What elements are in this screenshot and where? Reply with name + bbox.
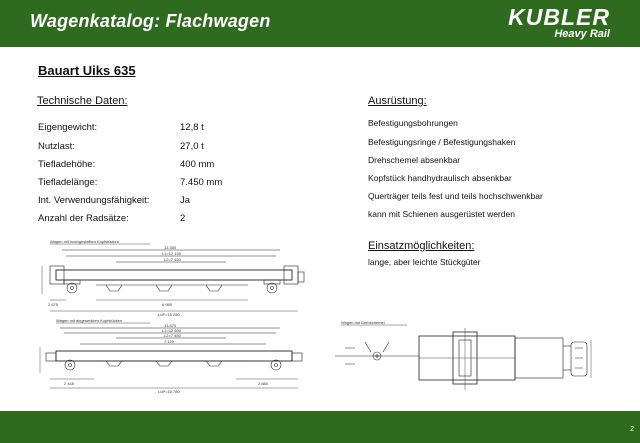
spec-label: Anzahl der Radsätze: bbox=[38, 213, 129, 224]
drawing-raised-headpieces bbox=[36, 236, 308, 318]
page-number: 2 bbox=[630, 426, 634, 433]
spec-value: 27,0 t bbox=[180, 141, 204, 152]
spec-label: Tiefladelänge: bbox=[38, 177, 98, 188]
svg-text:2 445: 2 445 bbox=[64, 381, 75, 386]
spec-value: Ja bbox=[180, 195, 191, 206]
footer-bar bbox=[0, 411, 640, 443]
spec-label: Tiefladehöhe: bbox=[38, 159, 96, 170]
spec-value: 12,8 t bbox=[180, 122, 204, 133]
svg-text:2 675: 2 675 bbox=[48, 302, 59, 307]
drawing-lowered-headpieces bbox=[36, 317, 308, 395]
drawing-turntable bbox=[335, 318, 605, 396]
svg-text:L1=12 600: L1=12 600 bbox=[162, 328, 182, 333]
equipment-item: Befestigungsringe / Befestigungshaken bbox=[368, 137, 516, 147]
spec-value: 7.450 mm bbox=[180, 177, 223, 188]
equipment-item: Befestigungsbohrungen bbox=[368, 118, 458, 128]
wagon-type-heading: Bauart Uiks 635 bbox=[38, 63, 136, 78]
header-bar bbox=[0, 0, 640, 47]
usage-title: Einsatzmöglichkeiten: bbox=[368, 240, 475, 252]
usage-text: lange, aber leichte Stückgüter bbox=[368, 257, 481, 267]
equipment-title: Ausrüstung: bbox=[368, 95, 427, 107]
spec-value: 2 bbox=[180, 213, 186, 224]
equipment-item: Kopfstück handhydraulisch absenkbar bbox=[368, 173, 512, 183]
svg-text:6 950: 6 950 bbox=[162, 302, 173, 307]
svg-text:13 870: 13 870 bbox=[164, 323, 177, 328]
spec-label: Nutzlast: bbox=[38, 141, 75, 152]
logo-main-text: KUBLER bbox=[508, 4, 610, 30]
drawing-caption: Wagen mit Drehschemel bbox=[341, 320, 385, 325]
spec-value: 400 mm bbox=[180, 159, 215, 170]
tech-data-title: Technische Daten: bbox=[37, 95, 128, 107]
svg-text:13 300: 13 300 bbox=[164, 245, 177, 250]
drawing-caption: Wagen mit hochgestellten Kopfstücken bbox=[50, 239, 120, 244]
logo-sub-text: Heavy Rail bbox=[554, 28, 610, 40]
spec-label: Eigengewicht: bbox=[38, 122, 98, 133]
drawing-caption: Wagen mit abgesenkten Kopfstücken bbox=[56, 318, 123, 323]
svg-text:7 120: 7 120 bbox=[164, 339, 175, 344]
equipment-item: Drehschemel absenkbar bbox=[368, 155, 461, 165]
page-title: Wagenkatalog: Flachwagen bbox=[30, 11, 271, 31]
svg-text:LüP=15 280: LüP=15 280 bbox=[158, 312, 180, 317]
equipment-item: kann mit Schienen ausgerüstet werden bbox=[368, 209, 515, 219]
spec-label: Int. Verwendungsfähigkeit: bbox=[38, 195, 150, 206]
svg-text:L1=12 100: L1=12 100 bbox=[162, 251, 182, 256]
svg-text:LüP=15 780: LüP=15 780 bbox=[158, 389, 180, 394]
kubler-logo bbox=[508, 6, 610, 40]
svg-text:2 880: 2 880 bbox=[258, 381, 269, 386]
equipment-item: Querträger teils fest und teils hochschwenkbar bbox=[368, 191, 543, 201]
svg-text:L2=7 450: L2=7 450 bbox=[164, 257, 181, 262]
svg-text:L2=7 450: L2=7 450 bbox=[164, 333, 181, 338]
